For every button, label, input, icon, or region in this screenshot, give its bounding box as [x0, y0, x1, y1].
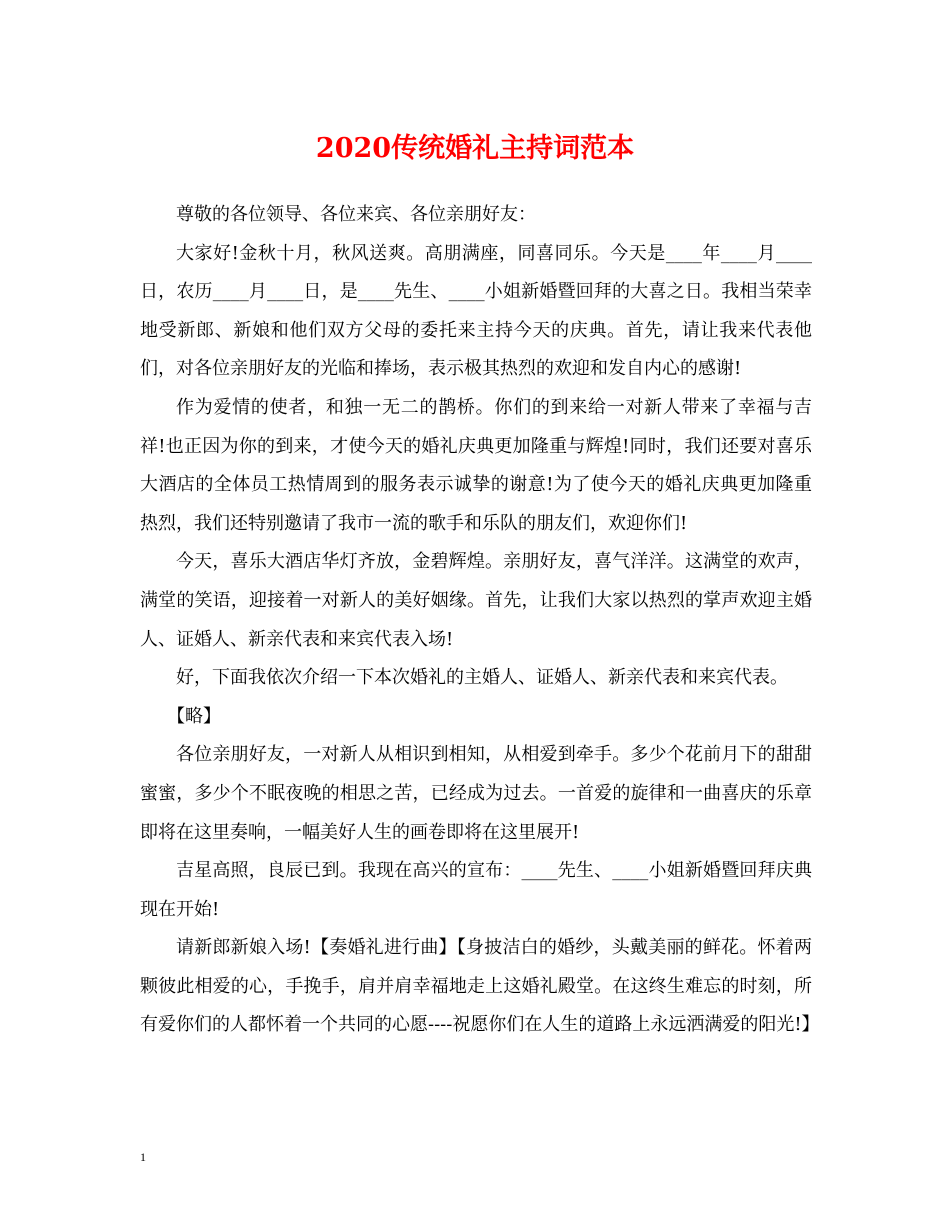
paragraph: 今天，喜乐大酒店华灯齐放，金碧辉煌。亲朋好友，喜气洋洋。这满堂的欢声，满堂的笑语，迎接着一对新人的美好姻缘。首先，让我们大家以热烈的掌声欢迎主婚人、证婚人、新亲代表和来宾代表入场! — [140, 551, 812, 650]
omitted-marker: 【略】 — [167, 705, 221, 727]
paragraph: 好，下面我依次介绍一下本次婚礼的主婚人、证婚人、新亲代表和来宾代表。 — [176, 667, 788, 689]
page-number: 1 — [140, 1150, 146, 1164]
document-title: 2020传统婚礼主持词范本 — [315, 133, 635, 164]
greeting-line: 尊敬的各位领导、各位来宾、各位亲朋好友： — [176, 204, 536, 225]
paragraph: 大家好!金秋十月，秋风送爽。高朋满座，同喜同乐。今天是____年____月____日，农历____月____日，是____先生、____小姐新婚暨回拜的大喜之日。我相当荣幸地受新郎、新娘和他们双方父母的委托来主持今天的庆典。首先，请让我来代表他们，对各位亲朋好友的光临和捧场，表示极其热烈的欢迎和发自内心的感谢! — [140, 242, 812, 380]
paragraph: 作为爱情的使者，和独一无二的鹊桥。你们的到来给一对新人带来了幸福与吉祥!也正因为你的到来，才使今天的婚礼庆典更加隆重与辉煌!同时，我们还要对喜乐大酒店的全体员工热情周到的服务表示诚挚的谢意!为了使今天的婚礼庆典更加隆重热烈，我们还特别邀请了我市一流的歌手和乐队的朋友们，欢迎你们! — [140, 396, 812, 534]
paragraph: 请新郎新娘入场!【奏婚礼进行曲】【身披洁白的婚纱，头戴美丽的鲜花。怀着两颗彼此相爱的心，手挽手，肩并肩幸福地走上这婚礼殿堂。在这终生难忘的时刻，所有爱你们的人都怀着一个共同的心愿----祝愿你们在人生的道路上永远洒满爱的阳光!】 — [140, 937, 820, 1036]
paragraph: 吉星高照，良辰已到。我现在高兴的宣布：____先生、____小姐新婚暨回拜庆典现在开始! — [140, 860, 812, 920]
paragraph: 各位亲朋好友，一对新人从相识到相知，从相爱到牵手。多少个花前月下的甜甜蜜蜜，多少个不眠夜晚的相思之苦，已经成为过去。一首爱的旋律和一曲喜庆的乐章即将在这里奏响，一幅美好人生的画卷即将在这里展开! — [140, 744, 812, 843]
document-body — [140, 196, 820, 1045]
